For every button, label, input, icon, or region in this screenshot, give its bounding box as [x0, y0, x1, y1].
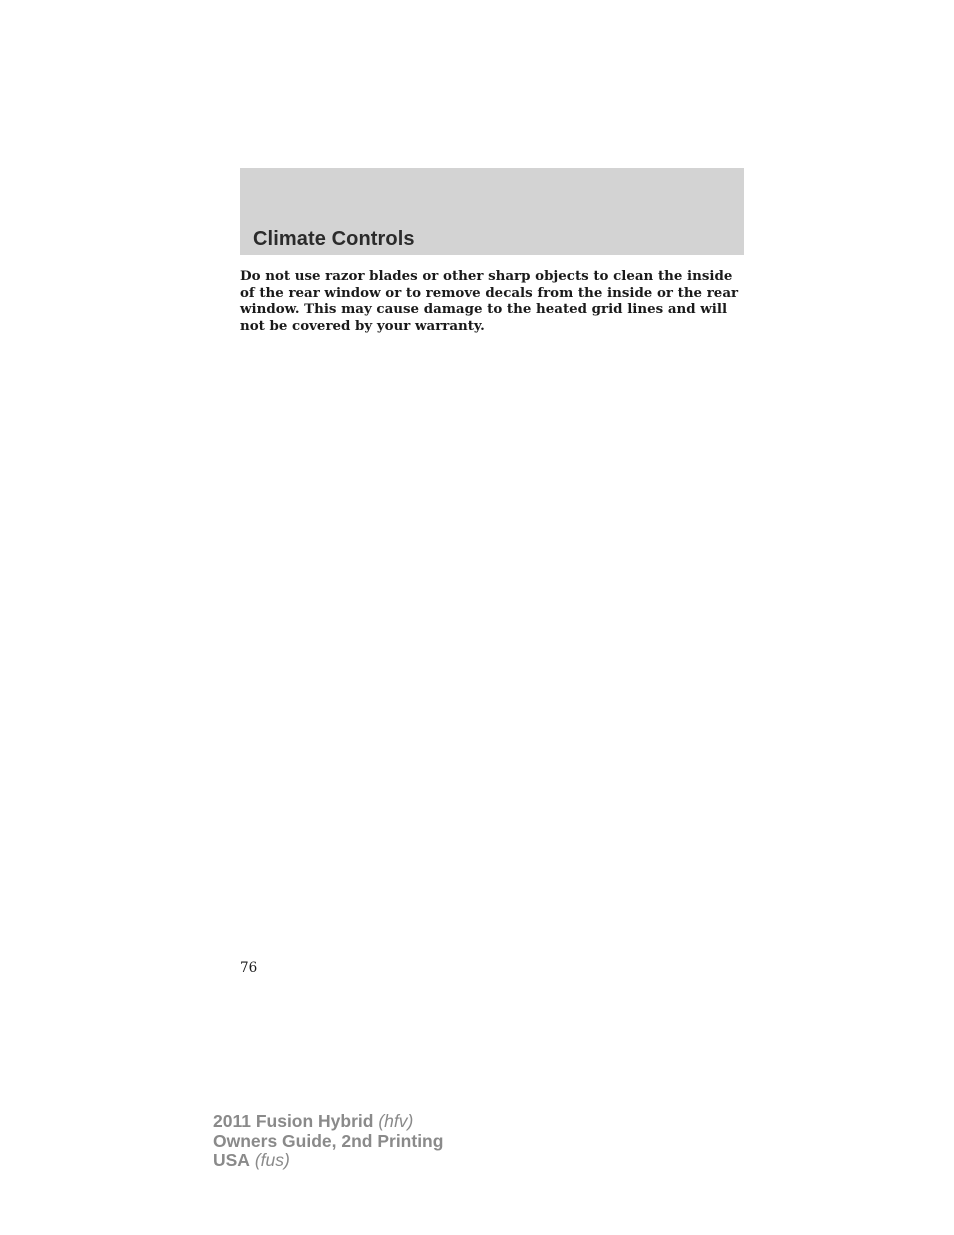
page-number: 76	[240, 960, 258, 976]
footer-line-guide	[213, 1132, 443, 1152]
section-title: Climate Controls	[253, 228, 415, 250]
footer-publication-info	[213, 1112, 443, 1171]
section-header-band	[240, 168, 744, 255]
footer-line-model	[213, 1112, 443, 1132]
footer-market-name: USA	[213, 1150, 250, 1170]
footer-market-code: (fus)	[254, 1150, 290, 1170]
warning-paragraph: Do not use razor blades or other sharp objects to clean the inside of the rear window or to remove decals from the inside or the rear window. This may cause damage to the heated grid lines and will not be covered by your warranty.	[240, 268, 739, 334]
footer-model-name: 2011 Fusion Hybrid	[213, 1111, 374, 1131]
footer-line-market	[213, 1151, 443, 1171]
footer-guide-edition: Owners Guide, 2nd Printing	[213, 1130, 444, 1151]
footer-model-code: (hfv)	[378, 1111, 414, 1131]
